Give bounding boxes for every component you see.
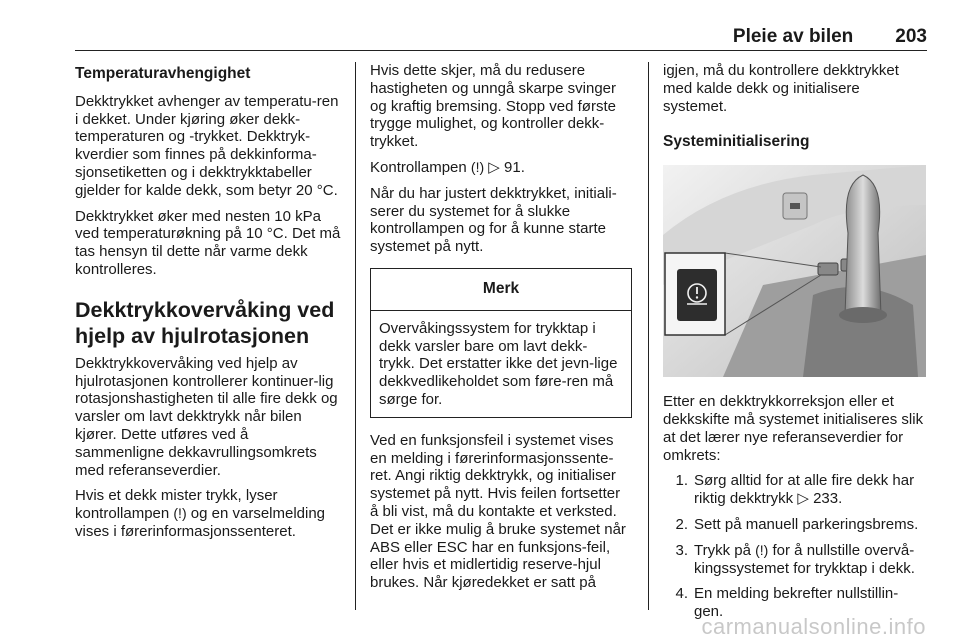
paragraph: igjen, må du kontrollere dekktrykket med kalde dekk og initialisere systemet. [663,62,899,115]
paragraph [370,159,632,177]
column-3 [663,62,926,629]
text: Sørg alltid for at alle fire dekk har riktig dekktrykk [694,472,915,508]
column-divider-1 [355,62,356,610]
tpms-warning-icon: (!) [173,505,187,522]
page-ref-arrow-icon: ▷ [488,158,500,176]
watermark: carmanualsonline.info [701,614,926,639]
figure-tpms-button [663,165,926,377]
paragraph: Hvis dette skjer, må du redusere hastigheten og unngå skarpe svinger og kraftig bremsing. Stopp ved første trygge mulighet, og kontroller dekk-trykket. [370,62,617,151]
list-item [663,542,926,578]
text: Kontrollampen [370,158,471,176]
note-box [370,268,632,418]
steps-list [663,472,926,621]
paragraph: Når du har justert dekktrykket, initiali-serer du systemet for å slukke kontrollampen og for å kunne starte systemet på nytt. [370,184,617,256]
note-heading: Merk [371,269,631,311]
list-item [663,472,926,508]
paragraph: Dekktrykkovervåking ved hjelp av hjulrotasjonen kontrollerer kontinuer-lig rotasjonshastigheten til alle fire dekk og varsler om lavt dekktrykk når bilen kjører. Dette utføres ved å sammenligne dekkavrullingsomkrets med referanseverdier. [75,354,338,479]
note-body: Overvåkingssystem for trykktap i dekk varsler bare om lavt dekk-trykk. Det erstatter ikke det jevn-lige dekkvedlikeholdet som føre-ren må sørge for. [379,319,618,408]
tpms-warning-icon: (!) [470,158,485,175]
header-rule [75,50,927,51]
step-number: 2. [675,515,688,533]
text: Hvis et dekk mister trykk, lyser kontrollampen [75,487,278,523]
step-text: Sett på manuell parkeringsbrems. [694,515,919,533]
paragraph: Dekktrykket avhenger av temperatu-ren i dekket. Under kjøring øker dekk-temperaturen og -trykket. Dekktryk-kverdier som finnes på dekkinforma-sjonsetiketten og i dekktrykktabeller gjelder for kalde dekk, som betyr 20 °C. [75,92,339,199]
column-1 [75,62,341,549]
console-illustration [663,165,926,377]
text: og en varselmelding vises i førerinformasjonssenteret. [75,505,326,540]
paragraph: Ved en funksjonsfeil i systemet vises en melding i førerinformasjonssente-ret. Angi riktig dekktrykk, og initialiser systemet på nytt. Hvis feilen fortsetter å bli vist, må du kontakte et verksted. Det er ikke mulig å bruke systemet når ABS eller ESC har en funksjons-feil, eller hvis et midlertidig reserve-hjul brukes. Når kjøredekket er satt på [370,431,626,592]
step-number: 1. [675,472,688,490]
paragraph: Etter en dekktrykkorreksjon eller et dekkskifte må systemet initialiseres slik at det lærer nye referanseverdier for omkrets: [663,393,924,464]
paragraph: Dekktrykket øker med nesten 10 kPa ved temperaturøkning på 10 °C. Det må tas hensyn til dette når varme dekk kontrolleres. [75,207,341,278]
page-ref-arrow-icon: ▷ [797,490,809,508]
list-item [663,516,926,534]
step-text [694,472,926,508]
page-reference[interactable]: 233. [813,490,843,508]
heading-initialization: Systeminitialisering [663,133,810,151]
text: for å nullstille overvå-kingssystemet for trykktap i dekk. [694,541,915,577]
text: Trykk på [694,541,756,559]
page-number: 203 [895,26,927,47]
step-text: En melding bekrefter nullstillin-gen. [694,585,899,621]
column-divider-2 [648,62,649,610]
page-reference[interactable]: 91. [504,158,525,176]
step-text [694,542,926,578]
step-number: 3. [675,541,688,559]
tpms-warning-icon: (!) [755,541,769,558]
page-header [75,26,927,52]
paragraph [75,487,341,540]
column-2 [370,62,632,600]
page-title: Pleie av bilen [732,26,854,47]
heading-temperature: Temperaturavhengighet [75,65,251,82]
step-number: 4. [675,585,688,603]
heading-tpms: Dekktrykkovervåking ved hjelp av hjulrotasjonen [75,297,335,348]
